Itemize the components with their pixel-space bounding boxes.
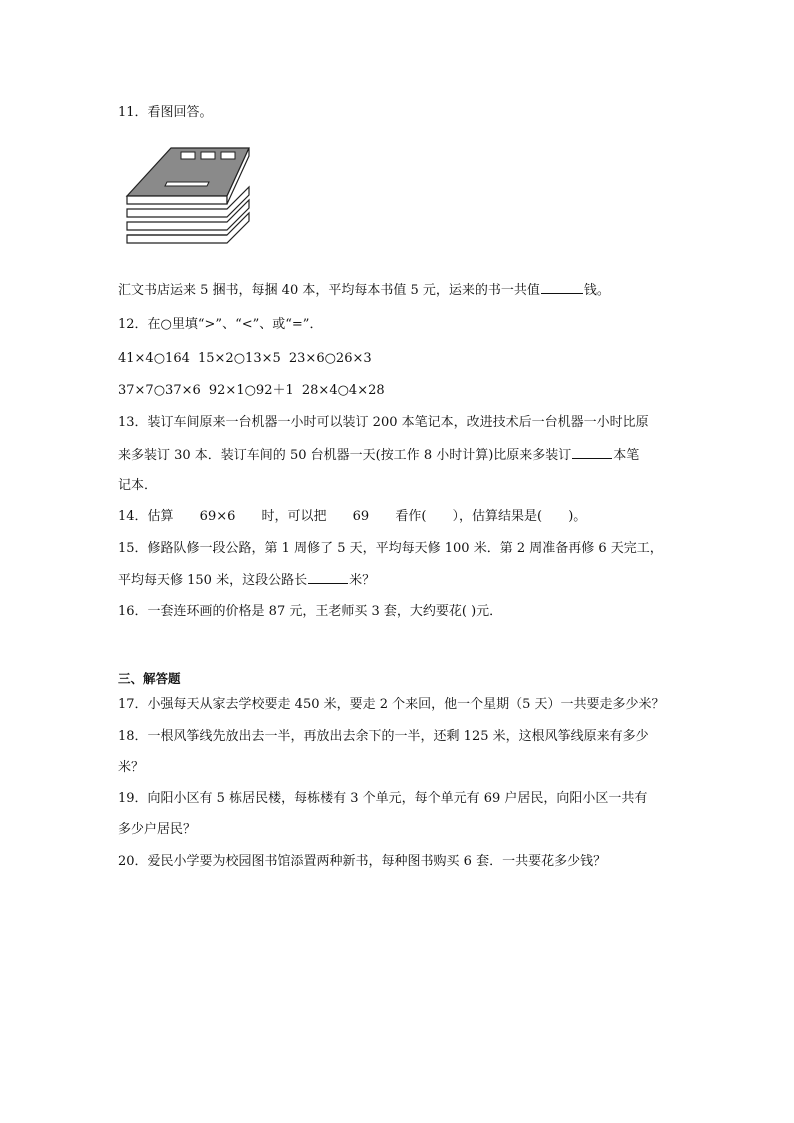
q15-answer-blank[interactable] [308,571,348,584]
q14-text: 14．估算 69×6 时，可以把 69 看作( ），估算结果是( )。 [118,509,587,524]
q13-text-after: 本笔 [613,448,640,463]
q12-label: 12．在○里填“>”、“<”、或“=”． [118,317,323,332]
q12-row2: 37×7○37×6 92×1○92＋1 28×4○4×28 [118,383,385,398]
q13-answer-blank[interactable] [572,446,612,459]
q13-line1: 13．装订车间原来一台机器一小时可以装订 200 本笔记本，改进技术后一台机器一小时比原 [118,415,649,430]
q18-line1: 18．一根风筝线先放出去一半，再放出去余下的一半，还剩 125 米，这根风筝线原来有多少 [118,729,649,744]
q11-question [118,281,610,300]
q12-row1: 41×4○164 15×2○13×5 23×6○26×3 [118,351,372,366]
q13-text-before: 来多装订 30 本．装订车间的 50 台机器一天(按工作 8 小时计算)比原来多装订 [118,448,572,463]
q13-line2 [118,446,639,465]
book-stack-illustration [125,140,253,258]
q19-line1: 19．向阳小区有 5 栋居民楼，每栋楼有 3 个单元，每个单元有 69 户居民，向阳小区一共有 [118,791,648,806]
q16-text: 16．一套连环画的价格是 87 元，王老师买 3 套，大约要花( )元． [118,604,503,619]
q15-text-before: 平均每天修 150 米，这段公路长 [118,573,308,588]
q15-text-after: 米？ [349,573,376,588]
q15-line1: 15．修路队修一段公路，第 1 周修了 5 天，平均每天修 100 米．第 2 周准备再修 6 天完工， [118,541,663,556]
q11-answer-blank[interactable] [541,281,583,294]
q11-text-after: 钱。 [583,283,610,298]
section-3-title: 三、解答题 [118,671,181,686]
q20-text: 20．爱民小学要为校园图书馆添置两种新书，每种图书购买 6 套．一共要花多少钱？ [118,854,607,869]
q11-text-before: 汇文书店运来 5 捆书，每捆 40 本，平均每本书值 5 元，运来的书一共值 [118,283,540,298]
q11-label: 11．看图回答。 [118,105,213,120]
q15-line2 [118,571,375,590]
q18-line2: 米？ [118,760,145,775]
q17-text: 17．小强每天从家去学校要走 450 米，要走 2 个来回，他一个星期（5 天）一共要走多少米？ [118,697,665,712]
q13-line3: 记本． [118,478,158,493]
q19-line2: 多少户居民？ [118,822,197,837]
